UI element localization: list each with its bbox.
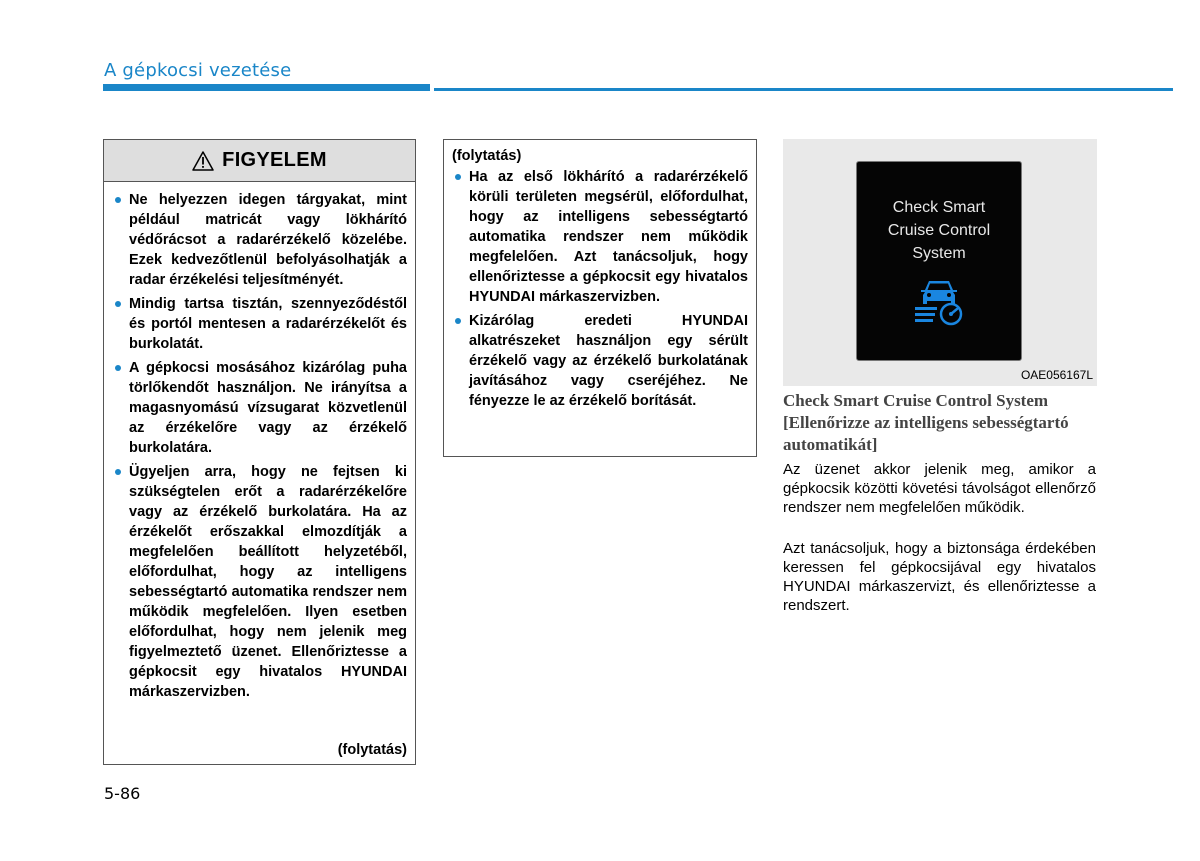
warning-item: Mindig tartsa tisztán, szennyeződéstől és portól mentesen a radarérzékelőt és burkolatát. [106,294,407,354]
warning-header [104,140,415,182]
warning-box [103,139,416,765]
bullet-icon [115,197,121,203]
continuation-box [443,139,757,457]
bullet-icon [115,301,121,307]
screen-message: Check Smart Cruise Control System [887,199,991,262]
continuation-item: Kizárólag eredeti HYUNDAI alkatrészeket használjon egy sérült érzékelő vagy az érzékelő burkolatának javításához vagy cseréjéhez. Ne fényezze le az érzékelő borítását. [446,311,748,411]
warning-item: Ne helyezzen idegen tárgyakat, mint például matricát vagy lökhárító védőrácsot a radarérzékelő közelébe. Ezek kedvezőtlenül befolyásolhatják a radar érzékelési teljesítményét. [106,190,407,290]
header-rule-thin [434,88,1173,91]
warning-title: FIGYELEM [222,149,327,171]
cluster-display-figure [783,139,1097,386]
warning-item: A gépkocsi mosásához kizárólag puha törlőkendőt használjon. Ne irányítsa a magasnyomású vízsugarat közvetlenül az érzékelőre vagy az érzékelő burkolatára. [106,358,407,458]
smart-cruise-control-icon [913,278,969,326]
chapter-title: A gépkocsi vezetése [104,60,292,81]
continuation-item: Ha az első lökhárító a radarérzékelő körüli területen megsérül, előfordulhat, hogy az intelligens sebességtartó automatika rendszer nem működik megfelelően. Azt tanácsoljuk, hogy ellenőriztesse a gépkocsit egy hivatalos HYUNDAI márkaszervizben. [446,167,748,307]
section-title: Check Smart Cruise Control System [Ellenőrizze az intelligens sebességtartó automatikát] [783,391,1069,454]
continuation-label: (folytatás) [452,148,522,164]
page-number: 5-86 [104,784,141,803]
bullet-icon [115,365,121,371]
continued-note: (folytatás) [337,742,407,758]
bullet-icon [455,174,461,180]
header-rule-thick [103,84,430,91]
continuation-list [446,167,748,411]
warning-list [106,190,407,702]
figure-code: OAE056167L [1020,368,1093,382]
warning-item: Ügyeljen arra, hogy ne fejtsen ki szükségtelen erőt a radarérzékelőre vagy az érzékelő burkolatára. Ha az érzékelőt erőszakkal elmozdítják a megfelelően beállított helyzetéből, előfordulhat, hogy az intelligens sebességtartó automatika rendszer nem működik megfelelően. Ilyen esetben előfordulhat, hogy nem jelenik meg figyelmeztető üzenet. Ellenőriztesse a gépkocsit egy hivatalos HYUNDAI márkaszervizben. [106,462,407,702]
body-paragraph: Az üzenet akkor jelenik meg, amikor a gépkocsik közötti követési távolságot ellenőrző rendszer nem megfelelően működik. [783,461,1096,516]
bullet-icon [455,318,461,324]
body-paragraph: Azt tanácsoljuk, hogy a biztonsága érdekében keressen fel gépkocsijával egy hivatalos HYUNDAI márkaszervizt, és ellenőriztesse a rendszert. [783,540,1096,614]
bullet-icon [115,469,121,475]
cluster-screen [856,161,1022,361]
warning-triangle-icon [192,151,214,171]
